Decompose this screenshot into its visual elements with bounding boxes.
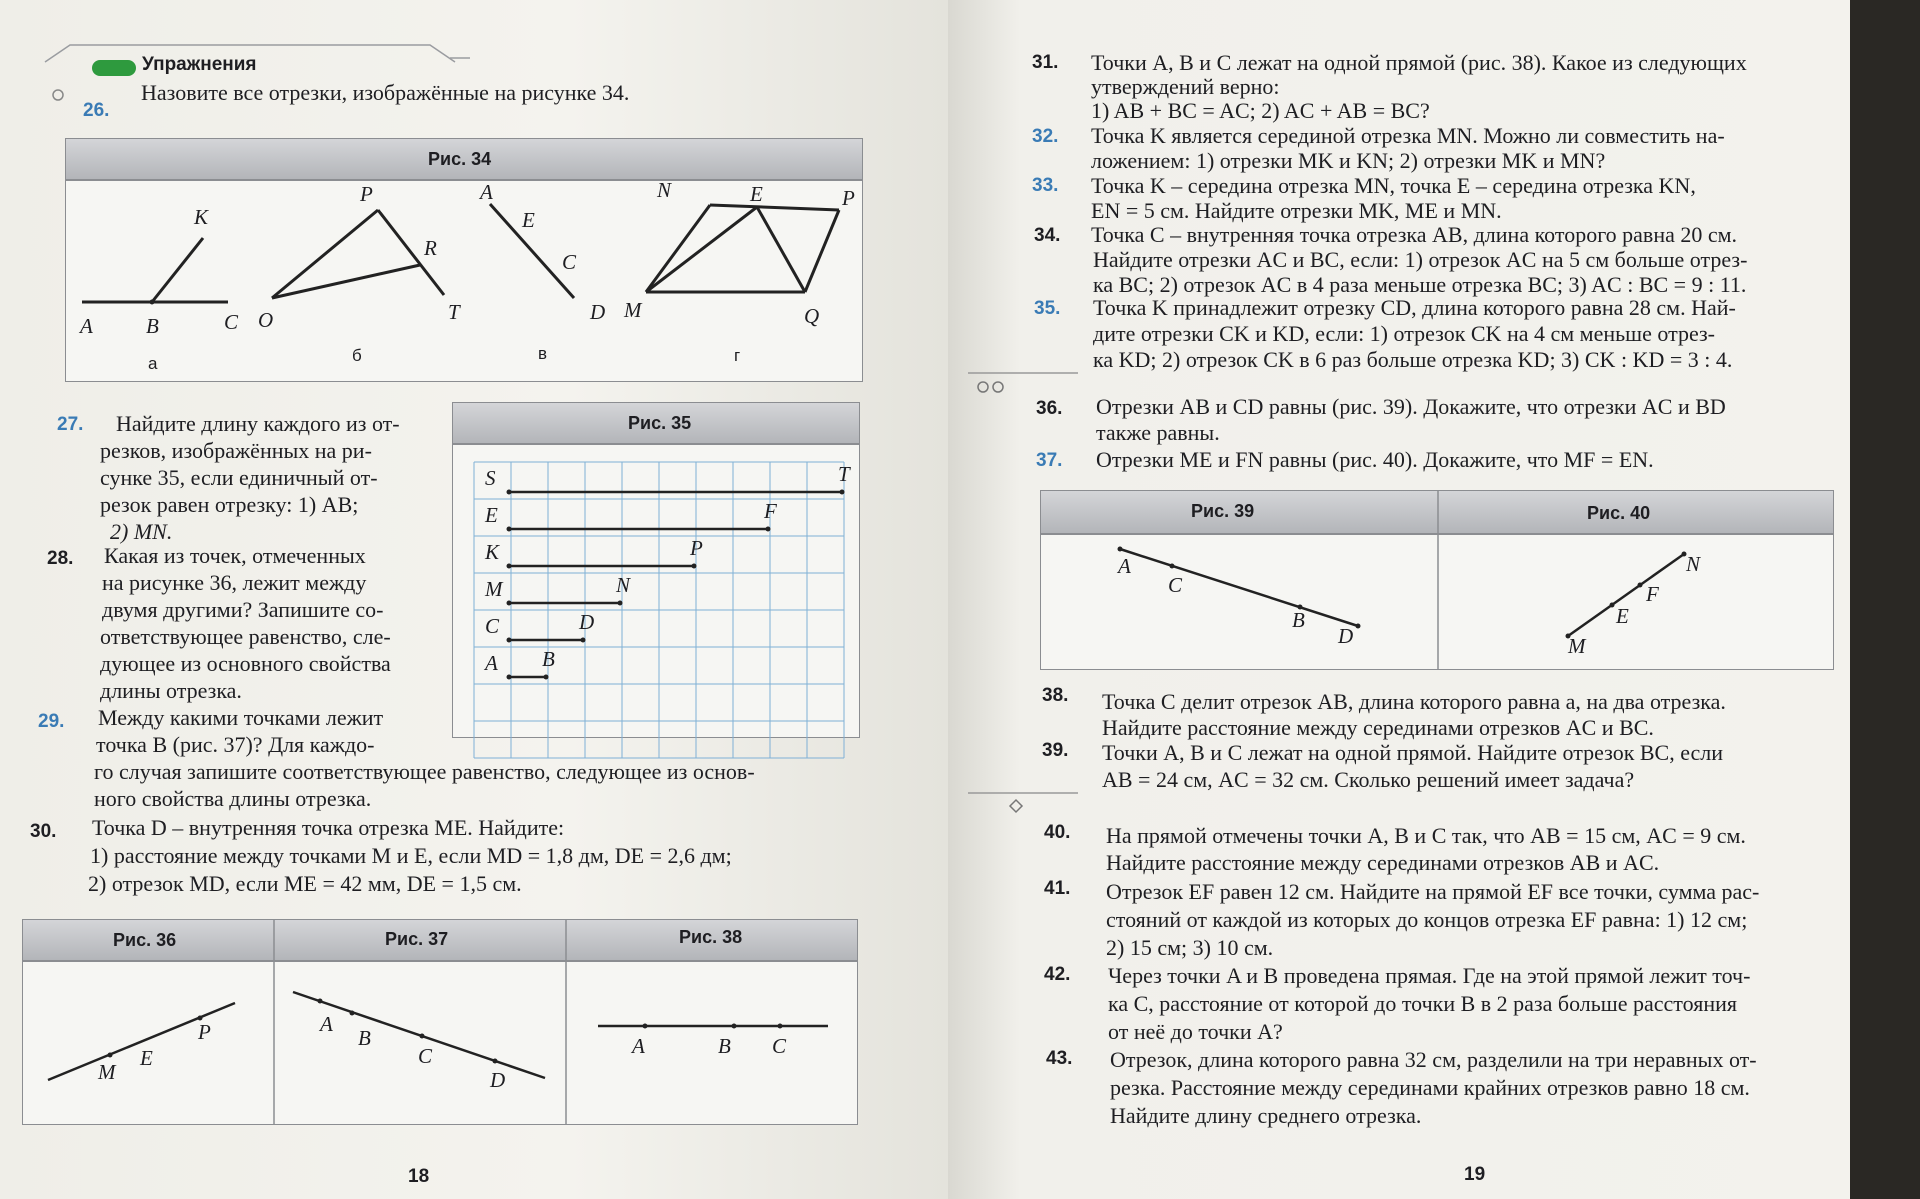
exercise-32-line: Точка K является серединой отрезка MN. Можно ли совместить на-: [1091, 123, 1725, 148]
fig39-title: Рис. 39: [1191, 501, 1255, 521]
exercise-43-line: Отрезок, длина которого равна 32 см, разделили на три неравных от-: [1110, 1047, 1757, 1072]
fig35-point: P: [690, 536, 703, 560]
fig37-point: C: [418, 1044, 433, 1068]
fig37-title: Рис. 37: [385, 929, 449, 949]
fig34v-point: C: [562, 250, 577, 274]
exercise-31-line: 1) AB + BC = AC; 2) AC + AB = BC?: [1091, 98, 1430, 123]
exercise-33-line: EN = 5 см. Найдите отрезки MK, ME и MN.: [1091, 198, 1502, 223]
exercise-28-line: на рисунке 36, лежит между: [102, 570, 367, 595]
fig34a-point: C: [224, 310, 239, 334]
exercise-27-line: Найдите длину каждого из от-: [116, 411, 400, 436]
exercise-28-line: ответствующее равенство, сле-: [100, 624, 391, 649]
exercise-35-line: дите отрезки CK и KD, если: 1) отрезок CK на 4 см меньше отрез-: [1093, 321, 1716, 346]
exercise-number-39: 39.: [1042, 740, 1069, 761]
page-number-right: 19: [1464, 1164, 1486, 1185]
exercise-number-35: 35.: [1034, 298, 1061, 319]
exercise-28-line: длины отрезка.: [100, 678, 242, 703]
fig34g-point: E: [750, 182, 763, 206]
exercise-number-37: 37.: [1036, 450, 1063, 471]
exercise-26-text: Назовите все отрезки, изображённые на рисунке 34.: [141, 80, 630, 105]
fig39-point: D: [1338, 624, 1354, 648]
fig35-point: B: [542, 647, 555, 671]
exercise-31-line: утверждений верно:: [1091, 74, 1280, 99]
exercise-number-30: 30.: [30, 821, 57, 842]
fig34b-point: O: [258, 308, 274, 332]
fig35-point: S: [485, 466, 496, 490]
fig38-point: A: [632, 1034, 645, 1058]
fig34g-point: M: [624, 298, 642, 322]
fig35-point: N: [616, 573, 631, 597]
fig34a-point: K: [194, 205, 209, 229]
exercise-41-line: стояний от каждой из которых до концов отрезка EF равна: 1) 12 см;: [1106, 907, 1748, 932]
exercise-39-line: Точки A, B и C лежат на одной прямой. Найдите отрезок BC, если: [1102, 740, 1724, 765]
fig34v-point: D: [590, 300, 606, 324]
exercise-number-40: 40.: [1044, 822, 1071, 843]
fig39-point: B: [1292, 608, 1305, 632]
page-number-left: 18: [408, 1166, 430, 1187]
exercise-number-28: 28.: [47, 548, 74, 569]
fig34a-label: а: [148, 354, 158, 373]
exercise-42-line: Через точки A и B проведена прямая. Где на этой прямой лежит точ-: [1108, 963, 1751, 988]
exercise-43-line: резка. Расстояние между серединами крайних отрезков равно 18 см.: [1110, 1075, 1750, 1100]
exercise-40-line: Найдите расстояние между серединами отрезков AB и AC.: [1106, 850, 1660, 875]
exercise-34-line: Найдите отрезки AC и BC, если: 1) отрезок AC на 5 см больше отрез-: [1093, 247, 1748, 272]
fig34-title: Рис. 34: [428, 149, 492, 169]
exercise-number-27: 27.: [57, 414, 84, 435]
exercise-29-line: ного свойства длины отрезка.: [94, 786, 372, 811]
fig34g-point: Q: [804, 304, 820, 328]
fig35-point: M: [485, 577, 503, 601]
fig39-point: A: [1118, 554, 1131, 578]
exercise-28-line: двумя другими? Запишите со-: [102, 597, 384, 622]
fig40-title: Рис. 40: [1587, 503, 1651, 523]
exercise-43-line: Найдите длину среднего отрезка.: [1110, 1103, 1422, 1128]
section-title: Упражнения: [142, 54, 257, 75]
exercise-36-line: Отрезки AB и CD равны (рис. 39). Докажите, что отрезки AC и BD: [1096, 394, 1726, 419]
fig37-point: D: [490, 1068, 506, 1092]
exercise-30-line: 2) отрезок MD, если ME = 42 мм, DE = 1,5 см.: [88, 871, 522, 896]
exercise-number-33: 33.: [1032, 175, 1059, 196]
exercise-number-32: 32.: [1032, 126, 1059, 147]
fig39-40-drawing: [948, 0, 1850, 1199]
fig35-point: A: [485, 651, 498, 675]
exercise-29-line: точка B (рис. 37)? Для каждо-: [96, 732, 375, 757]
fig36-38-drawing: [0, 0, 948, 1199]
fig35-point: D: [579, 610, 595, 634]
fig34g-label: г: [734, 346, 741, 365]
fig40-point: M: [1568, 634, 1586, 658]
fig34b-point: P: [360, 182, 373, 206]
exercise-number-26: 26.: [83, 100, 110, 121]
fig37-point: A: [320, 1012, 333, 1036]
exercise-41-line: Отрезок EF равен 12 см. Найдите на прямой EF все точки, сумма рас-: [1106, 879, 1760, 904]
exercise-41-line: 2) 15 см; 3) 10 см.: [1106, 935, 1274, 960]
exercise-34-line: ка BC; 2) отрезок AC в 4 раза меньше отрезка BC; 3) AC : BC = 9 : 11.: [1093, 272, 1747, 297]
fig36-point: M: [98, 1060, 116, 1084]
fig34b-label: б: [352, 346, 362, 365]
fig40-point: N: [1686, 552, 1701, 576]
fig34v-point: E: [522, 208, 535, 232]
exercise-30-line: Точка D – внутренняя точка отрезка ME. Найдите:: [92, 815, 565, 840]
fig35-point: E: [485, 503, 498, 527]
exercise-30-line: 1) расстояние между точками M и E, если MD = 1,8 дм, DE = 2,6 дм;: [90, 843, 732, 868]
fig38-point: B: [718, 1034, 731, 1058]
right-page: [948, 0, 1850, 1199]
exercise-number-34: 34.: [1034, 225, 1061, 246]
exercise-38-line: Найдите расстояние между серединами отрезков AC и BC.: [1102, 715, 1654, 740]
exercise-34-line: Точка C – внутренняя точка отрезка AB, длина которого равна 20 см.: [1091, 222, 1738, 247]
fig36-title: Рис. 36: [113, 930, 177, 950]
fig34g-point: P: [842, 186, 855, 210]
fig37-point: B: [358, 1026, 371, 1050]
exercise-number-43: 43.: [1046, 1048, 1073, 1069]
exercise-35-line: Точка K принадлежит отрезку CD, длина которого равна 28 см. Най-: [1093, 295, 1736, 320]
fig35-point: T: [838, 462, 850, 486]
fig36-point: E: [140, 1046, 153, 1070]
exercise-28-line: Какая из точек, отмеченных: [104, 543, 366, 568]
fig35-point: C: [485, 614, 500, 638]
exercise-40-line: На прямой отмечены точки A, B и C так, что AB = 15 см, AC = 9 см.: [1106, 823, 1746, 848]
fig34a-point: B: [146, 314, 159, 338]
fig34a-point: A: [80, 314, 93, 338]
left-page: [0, 0, 948, 1199]
exercise-number-42: 42.: [1044, 964, 1071, 985]
exercise-37-line: Отрезки ME и FN равны (рис. 40). Докажите, что MF = EN.: [1096, 447, 1654, 472]
fig38-title: Рис. 38: [679, 927, 743, 947]
exercise-42-line: ка C, расстояние от которой до точки B в 2 раза больше расстояния: [1108, 991, 1737, 1016]
exercise-32-line: ложением: 1) отрезки MK и KN; 2) отрезки MK и MN?: [1091, 148, 1606, 173]
fig34b-point: R: [424, 236, 437, 260]
exercise-27-line: резок равен отрезку: 1) AB;: [100, 492, 359, 517]
fig34b-point: T: [448, 300, 460, 324]
exercise-27-line: сунке 35, если единичный от-: [100, 465, 378, 490]
fig35-point: K: [485, 540, 500, 564]
exercise-number-36: 36.: [1036, 398, 1063, 419]
exercise-39-line: AB = 24 см, AC = 32 см. Сколько решений имеет задача?: [1102, 767, 1635, 792]
exercise-27-line: резков, изображённых на ри-: [100, 438, 372, 463]
exercise-42-line: от неё до точки A?: [1108, 1019, 1283, 1044]
fig35-title: Рис. 35: [628, 413, 692, 433]
fig38-point: C: [772, 1034, 787, 1058]
exercise-36-line: также равны.: [1096, 420, 1220, 445]
exercise-28-line: дующее из основного свойства: [100, 651, 391, 676]
exercise-31-line: Точки A, B и C лежат на одной прямой (рис. 38). Какое из следующих: [1091, 50, 1747, 75]
fig39-point: C: [1168, 573, 1183, 597]
fig36-point: P: [198, 1020, 211, 1044]
fig34g-point: N: [657, 178, 672, 202]
exercise-33-line: Точка K – середина отрезка MN, точка E – середина отрезка KN,: [1091, 173, 1696, 198]
fig40-point: E: [1616, 604, 1629, 628]
fig34v-point: A: [480, 180, 493, 204]
exercise-number-29: 29.: [38, 711, 65, 732]
exercise-29-line: Между какими точками лежит: [98, 705, 384, 730]
exercise-number-38: 38.: [1042, 685, 1069, 706]
fig40-point: F: [1646, 582, 1659, 606]
exercise-27-line: 2) MN.: [110, 519, 173, 544]
exercise-35-line: ка KD; 2) отрезок CK в 6 раз больше отрезка KD; 3) CK : KD = 3 : 4.: [1093, 347, 1733, 372]
exercise-38-line: Точка C делит отрезок AB, длина которого равна a, на два отрезка.: [1102, 689, 1726, 714]
exercise-29-line: го случая запишите соответствующее равенство, следующее из основ-: [94, 759, 755, 784]
fig34v-label: в: [538, 344, 548, 363]
exercise-number-31: 31.: [1032, 52, 1059, 73]
fig35-point: F: [764, 499, 777, 523]
exercise-number-41: 41.: [1044, 878, 1071, 899]
